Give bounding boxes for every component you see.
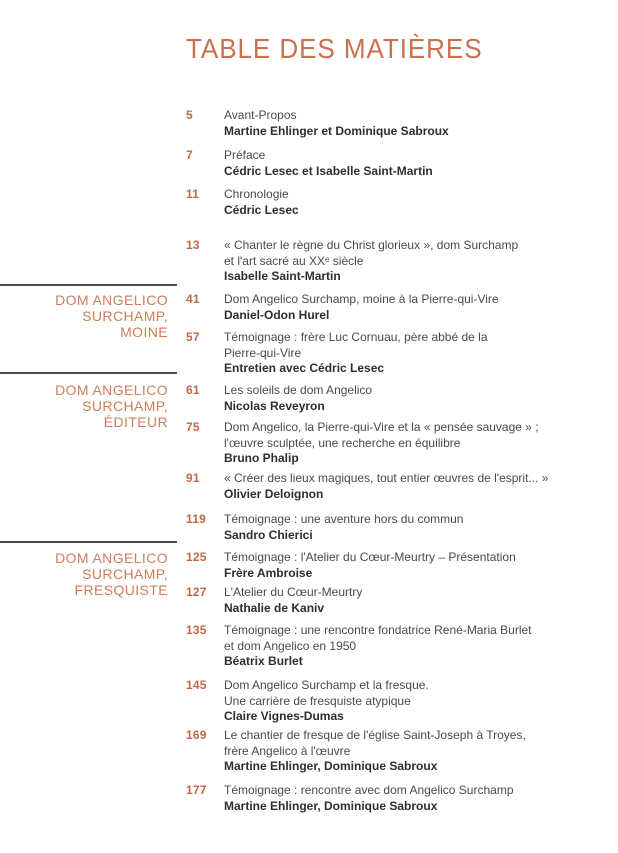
- section-label-line: SURCHAMP,: [82, 566, 168, 582]
- entry-title-line: Avant-Propos: [224, 108, 297, 122]
- entry-title-line: frère Angelico à l'œuvre: [224, 743, 351, 758]
- entry-authors: Cédric Lesec et Isabelle Saint-Martin: [224, 163, 433, 178]
- entry-title-line: Témoignage : frère Luc Cornuau, père abbé de la: [224, 330, 488, 344]
- entry-page-number: 75: [186, 420, 200, 434]
- entry-title-line: Dom Angelico, la Pierre-qui-Vire et la « pensée sauvage » ;: [224, 420, 539, 434]
- entry-body: [224, 238, 596, 285]
- toc-entry: [186, 108, 596, 139]
- entry-authors: Martine Ehlinger, Dominique Sabroux: [224, 759, 438, 773]
- entry-page-number: 41: [186, 292, 200, 306]
- section-label-line: DOM ANGELICO: [55, 550, 168, 566]
- entry-body: [224, 187, 596, 218]
- entry-title-line: Les soleils de dom Angelico: [224, 383, 373, 397]
- entry-title-line: et dom Angelico en 1950: [224, 638, 357, 653]
- entry-body: [224, 585, 596, 616]
- entry-title-line: L'Atelier du Cœur-Meurtry: [224, 585, 363, 599]
- entry-body: [224, 330, 596, 377]
- entry-page-number: 169: [186, 728, 207, 742]
- entry-authors: Daniel-Odon Hurel: [224, 307, 330, 322]
- toc-entry: [186, 148, 596, 179]
- entry-body: [224, 512, 596, 543]
- section-label-line: ÉDITEUR: [103, 414, 168, 430]
- entry-body: [224, 783, 596, 814]
- entry-body: [224, 292, 596, 323]
- toc-entry: [186, 512, 596, 543]
- entry-page-number: 145: [186, 678, 207, 692]
- entry-authors: Sandro Chierici: [224, 527, 313, 542]
- entry-title-line: Témoignage : une rencontre fondatrice René-Maria Burlet: [224, 623, 532, 637]
- entry-authors: Entretien avec Cédric Lesec: [224, 361, 385, 375]
- entry-body: [224, 108, 596, 139]
- entry-title-line: Une carrière de fresquiste atypique: [224, 693, 411, 708]
- section-label-line: MOINE: [120, 324, 168, 340]
- section-label: [0, 382, 168, 430]
- entry-authors: Martine Ehlinger et Dominique Sabroux: [224, 123, 449, 138]
- section-label-line: DOM ANGELICO: [55, 382, 168, 398]
- entry-body: [224, 550, 596, 581]
- entry-authors: Nathalie de Kaniv: [224, 600, 325, 615]
- entry-body: [224, 148, 596, 179]
- entry-title-line: l'œuvre sculptée, une recherche en équilibre: [224, 435, 461, 450]
- entry-page-number: 177: [186, 783, 207, 797]
- entry-title-line: Témoignage : une aventure hors du commun: [224, 512, 464, 526]
- entry-title-line: Le chantier de fresque de l'église Saint-Joseph à Troyes,: [224, 728, 526, 742]
- section-label: [0, 292, 168, 340]
- entry-title-line: Pierre-qui-Vire: [224, 345, 302, 360]
- entry-page-number: 7: [186, 148, 193, 162]
- entry-title-line: Témoignage : rencontre avec dom Angelico Surchamp: [224, 783, 514, 797]
- toc-entry: [186, 187, 596, 218]
- toc-entry: [186, 585, 596, 616]
- section-label-line: FRESQUISTE: [74, 582, 168, 598]
- toc-entry: [186, 471, 596, 502]
- toc-entry: [186, 238, 596, 285]
- entry-page-number: 13: [186, 238, 200, 252]
- entry-title-line: Témoignage : l'Atelier du Cœur-Meurtry – Présentation: [224, 550, 516, 564]
- entry-authors: Nicolas Reveyron: [224, 398, 325, 413]
- entry-title-line: et l'art sacré au XXᵉ siècle: [224, 253, 364, 268]
- section-label-line: DOM ANGELICO: [55, 292, 168, 308]
- toc-entry: [186, 678, 596, 725]
- entry-title-line: Préface: [224, 148, 266, 162]
- entry-authors: Claire Vignes-Dumas: [224, 709, 344, 723]
- section-rule: [0, 541, 177, 543]
- entry-page-number: 125: [186, 550, 207, 564]
- entry-authors: Frère Ambroise: [224, 565, 313, 580]
- toc-entry: [186, 550, 596, 581]
- page-title: TABLE DES MATIÈRES: [186, 33, 483, 64]
- entry-title-line: Dom Angelico Surchamp, moine à la Pierre-qui-Vire: [224, 292, 499, 306]
- toc-entry: [186, 330, 596, 377]
- entry-body: [224, 471, 596, 502]
- entry-authors: Isabelle Saint-Martin: [224, 269, 341, 283]
- entry-title-line: Chronologie: [224, 187, 289, 201]
- entry-page-number: 11: [186, 187, 200, 201]
- entry-page-number: 127: [186, 585, 207, 599]
- toc-entry: [186, 783, 596, 814]
- entry-title-line: Dom Angelico Surchamp et la fresque.: [224, 678, 429, 692]
- section-label-line: SURCHAMP,: [82, 398, 168, 414]
- toc-entry: [186, 292, 596, 323]
- section-rule: [0, 372, 177, 374]
- entry-body: [224, 728, 596, 775]
- section-label: [0, 550, 168, 598]
- entry-page-number: 57: [186, 330, 200, 344]
- entry-page-number: 135: [186, 623, 207, 637]
- entry-page-number: 5: [186, 108, 193, 122]
- toc-entry: [186, 623, 596, 670]
- entry-body: [224, 383, 596, 414]
- entry-authors: Olivier Deloignon: [224, 486, 324, 501]
- entry-page-number: 91: [186, 471, 200, 485]
- entry-authors: Cédric Lesec: [224, 202, 299, 217]
- entry-body: [224, 420, 596, 467]
- entry-authors: Béatrix Burlet: [224, 654, 303, 668]
- entry-body: [224, 623, 596, 670]
- entry-title-line: « Créer des lieux magiques, tout entier œuvres de l'esprit... »: [224, 471, 549, 485]
- entry-page-number: 119: [186, 512, 206, 526]
- toc-entry: [186, 728, 596, 775]
- entry-authors: Martine Ehlinger, Dominique Sabroux: [224, 798, 438, 813]
- entry-authors: Bruno Phalip: [224, 451, 299, 465]
- toc-entry: [186, 383, 596, 414]
- entry-page-number: 61: [186, 383, 200, 397]
- section-label-line: SURCHAMP,: [82, 308, 168, 324]
- section-rule: [0, 284, 177, 286]
- entry-body: [224, 678, 596, 725]
- toc-entry: [186, 420, 596, 467]
- entry-title-line: « Chanter le règne du Christ glorieux », dom Surchamp: [224, 238, 519, 252]
